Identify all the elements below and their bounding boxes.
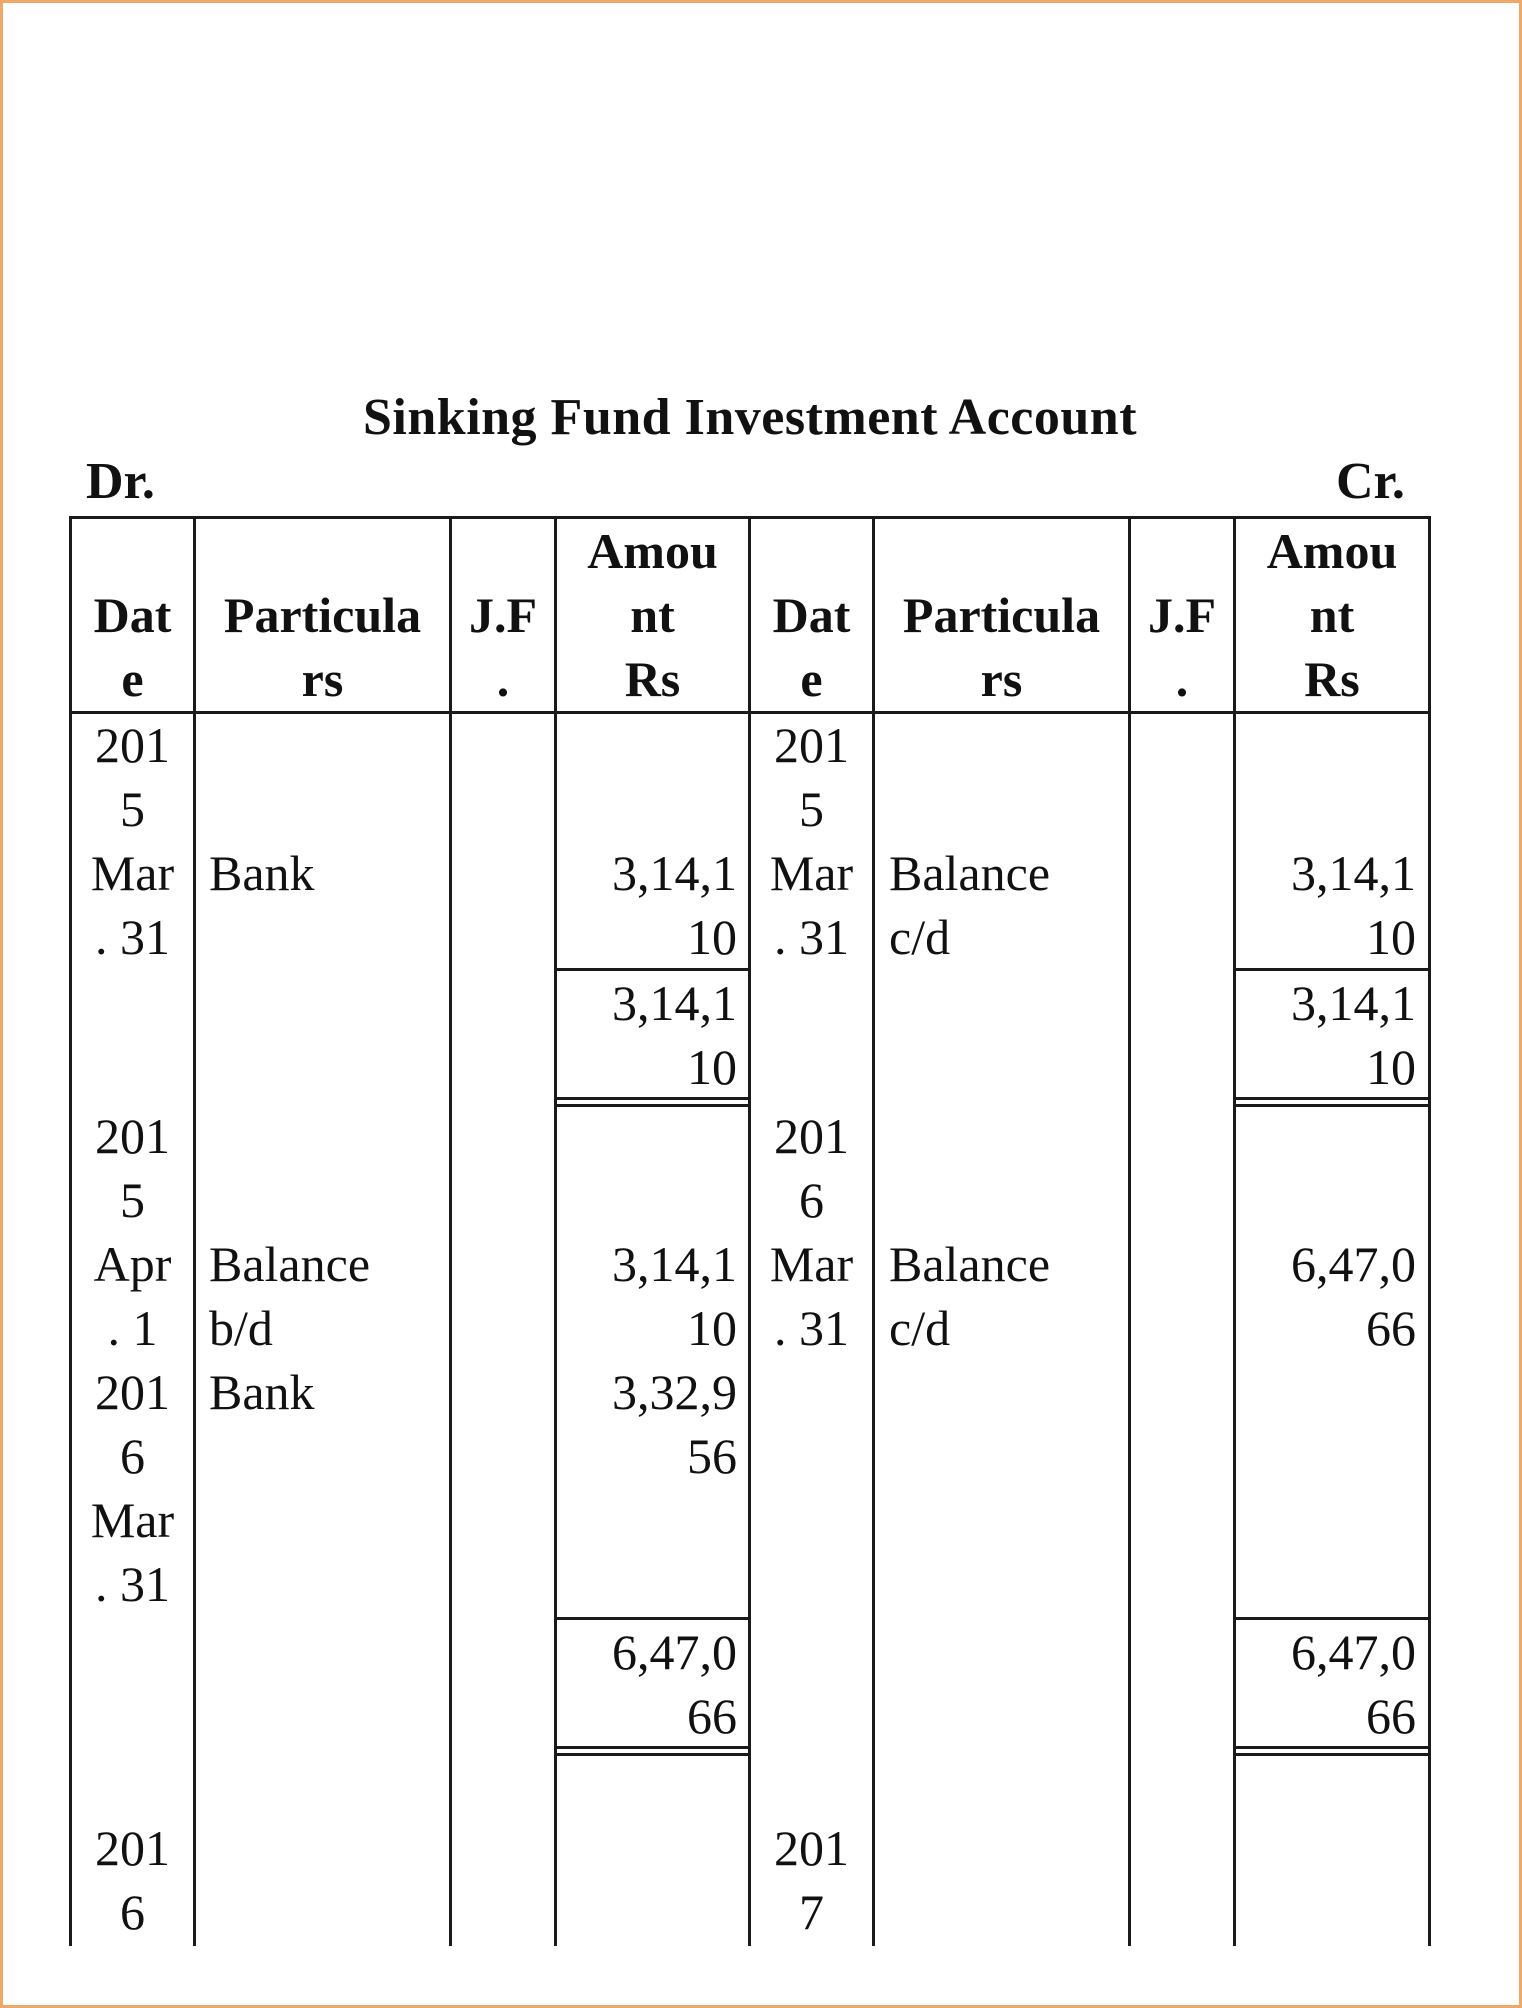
entry-amount: 3,14,1 10 [612, 845, 737, 965]
total-amount: 3,14,1 10 [1291, 975, 1416, 1095]
header-jf: J.F . [1147, 587, 1217, 707]
column-divider [449, 516, 452, 1946]
entry-date: 201 5 Apr . 1 201 6 Mar . 31 [90, 1108, 175, 1612]
entry-particulars: Balance b/d Bank [209, 1236, 371, 1420]
header-date: Dat e [93, 587, 172, 707]
column-divider [1428, 516, 1431, 1946]
entry-date: 201 6 [95, 1820, 170, 1940]
header-particulars: Particula rs [902, 587, 1101, 707]
total-amount: 6,47,0 66 [1291, 1624, 1416, 1744]
header-amount: Amou nt Rs [587, 523, 718, 707]
debit-label: Dr. [86, 453, 155, 510]
ledger-table [69, 516, 1431, 1946]
header-particulars: Particula rs [223, 587, 422, 707]
credit-label: Cr. [1336, 453, 1405, 510]
entry-date: 201 5 Mar . 31 [769, 717, 854, 965]
header-jf: J.F . [468, 587, 538, 707]
total-rule [554, 1753, 751, 1756]
column-divider [872, 516, 875, 1946]
total-rule [554, 1104, 751, 1107]
total-amount: 6,47,0 66 [612, 1624, 737, 1744]
entry-date: 201 5 Mar . 31 [90, 717, 175, 965]
entry-particulars: Bank [209, 845, 315, 901]
total-rule [1233, 1753, 1431, 1756]
page-title: Sinking Fund Investment Account [362, 389, 1138, 446]
header-amount: Amou nt Rs [1266, 523, 1398, 707]
column-divider [193, 516, 196, 1946]
total-rule [1233, 1104, 1431, 1107]
entry-date: 201 7 [774, 1820, 849, 1940]
entry-particulars: Balance c/d [889, 1236, 1051, 1356]
column-divider [1128, 516, 1131, 1946]
entry-amount: 6,47,0 66 [1291, 1236, 1416, 1356]
header-date: Dat e [772, 587, 851, 707]
entry-amount: 3,14,1 10 3,32,9 56 [612, 1236, 737, 1484]
total-amount: 3,14,1 10 [612, 975, 737, 1095]
entry-date: 201 6 Mar . 31 [769, 1108, 854, 1356]
entry-amount: 3,14,1 10 [1291, 845, 1416, 965]
entry-particulars: Balance c/d [889, 845, 1051, 965]
